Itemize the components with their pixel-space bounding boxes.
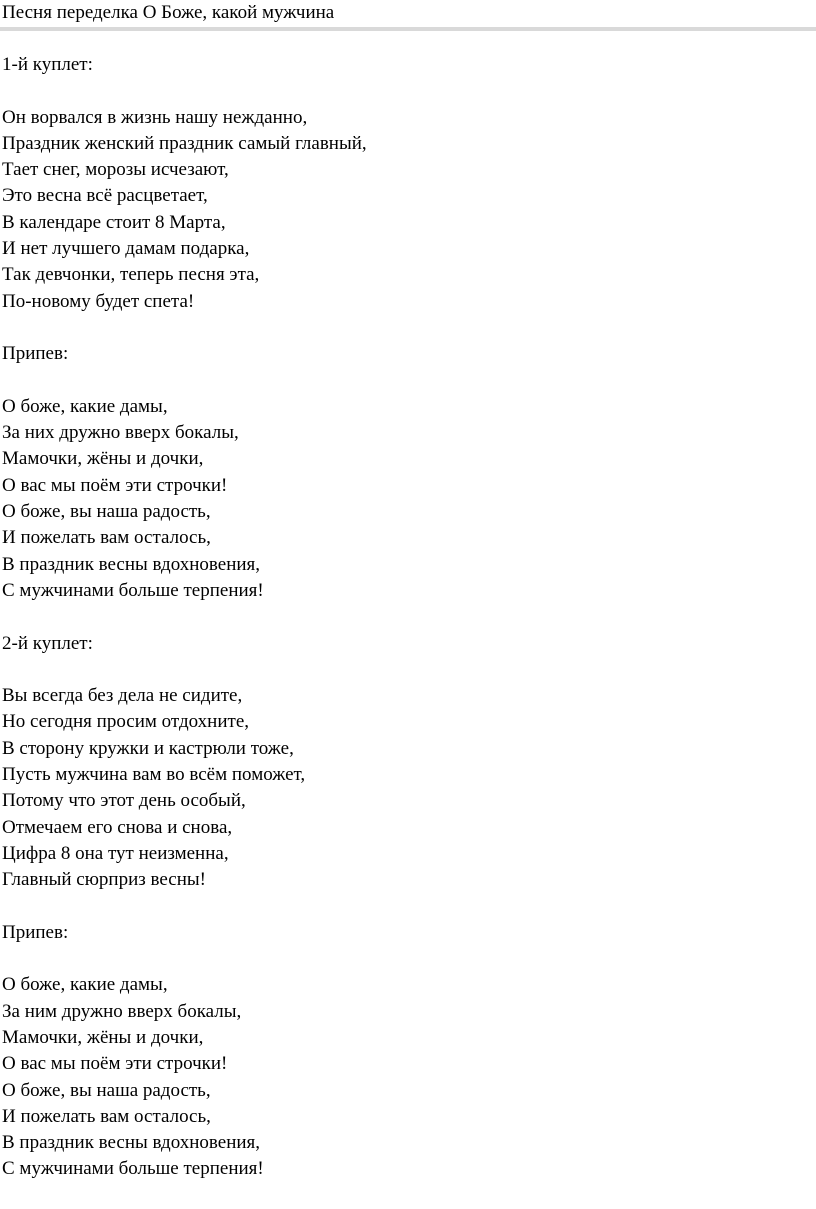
stanza: [2, 394, 802, 604]
lyric-line: Главный сюрприз весны!: [2, 869, 206, 891]
lyric-line: За них дружно вверх бокалы,: [2, 422, 239, 444]
section-heading: [2, 52, 802, 78]
lyric-line: О боже, какие дамы,: [2, 974, 168, 996]
lyric-line: Потому что этот день особый,: [2, 790, 246, 812]
lyric-line: Праздник женский праздник самый главный,: [2, 132, 367, 154]
stanza: [2, 972, 802, 1182]
section-heading-text: 2-й куплет:: [2, 632, 93, 654]
lyric-line: И нет лучшего дамам подарка,: [2, 238, 250, 260]
lyric-line: И пожелать вам осталось,: [2, 1105, 211, 1127]
lyric-line: В праздник весны вдохновения,: [2, 1132, 261, 1154]
song-lyrics: [2, 52, 802, 1209]
lyric-line: В сторону кружки и кастрюли тоже,: [2, 737, 294, 759]
lyric-line: В календаре стоит 8 Марта,: [2, 211, 226, 233]
lyric-line: Но сегодня просим отдохните,: [2, 711, 249, 733]
lyric-line: О боже, вы наша радость,: [2, 501, 211, 523]
lyric-line: Это весна всё расцветает,: [2, 185, 208, 207]
lyric-line: Вы всегда без дела не сидите,: [2, 685, 243, 707]
stanza: [2, 105, 802, 315]
lyric-line: О боже, вы наша радость,: [2, 1079, 211, 1101]
lyric-line: С мужчинами больше терпения!: [2, 1158, 264, 1180]
lyric-line: В праздник весны вдохновения,: [2, 553, 261, 575]
section-heading-text: Припев:: [2, 921, 69, 943]
lyric-line: Он ворвался в жизнь нашу нежданно,: [2, 106, 308, 128]
lyric-line: О боже, какие дамы,: [2, 395, 168, 417]
stanza: [2, 683, 802, 893]
section-heading-text: 1-й куплет:: [2, 54, 93, 75]
lyric-line: По-новому будет спета!: [2, 290, 195, 312]
section-heading-text: Припев:: [2, 343, 69, 365]
section-heading: [2, 920, 802, 946]
lyric-line: Отмечаем его снова и снова,: [2, 816, 233, 838]
section-heading: [2, 631, 802, 657]
lyric-line: И пожелать вам осталось,: [2, 527, 211, 549]
lyric-line: Пусть мужчина вам во всём поможет,: [2, 764, 306, 786]
lyric-line: За ним дружно вверх бокалы,: [2, 1000, 242, 1022]
lyric-line: Тает снег, морозы исчезают,: [2, 159, 229, 181]
lyric-line: Мамочки, жёны и дочки,: [2, 1026, 204, 1048]
lyric-line: Мамочки, жёны и дочки,: [2, 448, 204, 470]
lyric-line: Так девчонки, теперь песня эта,: [2, 264, 260, 286]
lyric-line: Цифра 8 она тут неизменна,: [2, 842, 229, 864]
document-title: Песня переделка О Боже, какой мужчина: [2, 2, 335, 23]
lyric-line: О вас мы поём эти строчки!: [2, 474, 228, 496]
lyric-line: С мужчинами больше терпения!: [2, 579, 264, 601]
section-heading: [2, 341, 802, 367]
lyric-line: О вас мы поём эти строчки!: [2, 1053, 228, 1075]
title-divider: [0, 27, 816, 31]
